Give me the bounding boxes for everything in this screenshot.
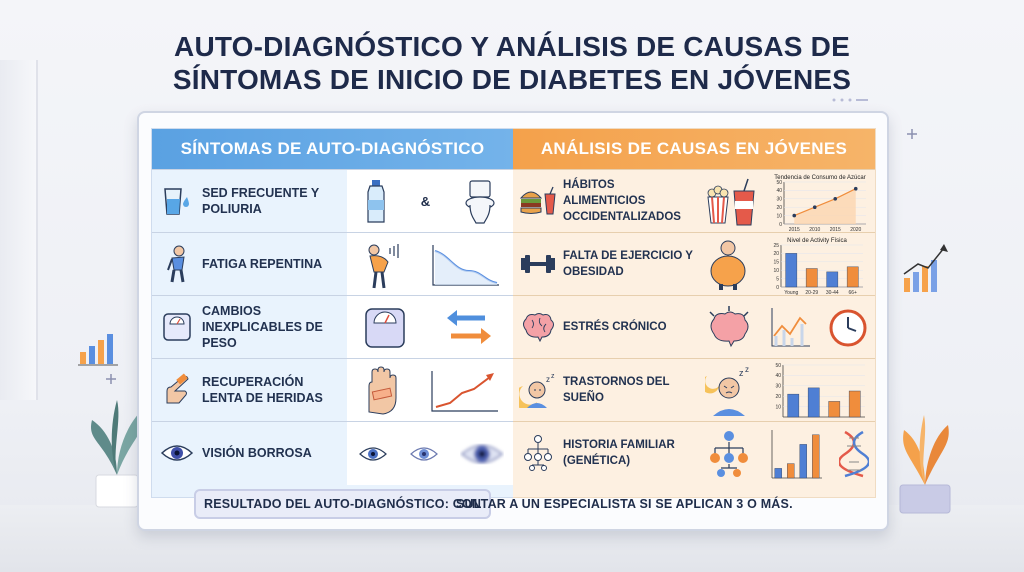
y-tick-label: 10 <box>773 267 779 274</box>
declining-line-chart <box>429 241 501 289</box>
symptom-label: CAMBIOS INEXPLICABLES DE PESO <box>202 304 323 350</box>
causes-panel <box>513 128 876 498</box>
symptoms-panel <box>151 128 513 498</box>
cause-label: HÁBITOS ALIMENTICIOS OCCIDENTALIZADOS <box>563 179 681 223</box>
symptom-label: RECUPERACIÓN LENTA DE HERIDAS <box>202 375 323 405</box>
toilet-icon <box>462 179 498 225</box>
bar <box>849 391 860 417</box>
bar <box>812 434 819 477</box>
symptom-visual <box>347 422 514 485</box>
eye-icon <box>409 444 439 464</box>
cause-row-sleep <box>513 358 875 421</box>
cause-visual <box>698 233 876 296</box>
family-bar-chart <box>766 426 826 482</box>
cause-row-stress <box>513 295 875 358</box>
bar <box>788 394 799 417</box>
data-point <box>813 205 817 209</box>
popcorn-soda-icon <box>704 177 758 227</box>
svg-text:z: z <box>551 373 555 380</box>
symptom-visual <box>347 170 514 233</box>
brain-icon <box>513 312 563 342</box>
blurred-eye-icon <box>460 439 504 469</box>
y-tick-label: 40 <box>776 187 782 194</box>
scale-icon <box>152 312 202 342</box>
decor-trend-chart-icon <box>900 240 960 296</box>
dna-icon <box>839 430 869 478</box>
cause-visual <box>698 359 876 422</box>
y-tick-label: 0 <box>779 221 782 228</box>
bar <box>808 387 819 416</box>
bandaged-hand-icon <box>361 366 401 416</box>
eye-icon <box>358 444 388 464</box>
symptom-row-thirst <box>152 169 513 232</box>
bar <box>787 463 794 477</box>
x-tick-label: 30-44 <box>825 289 839 295</box>
sleepless-person-icon <box>705 366 755 416</box>
overweight-person-icon <box>707 239 749 291</box>
title-line-2: SÍNTOMAS DE INICIO DE DIABETES EN JÓVENES <box>172 64 852 95</box>
y-tick-label: 10 <box>775 403 781 410</box>
water-bottle-icon <box>363 178 389 226</box>
decor-plus-icon <box>105 373 117 385</box>
page-title <box>0 30 1024 96</box>
sleepy-person-icon <box>513 372 563 408</box>
cause-row-family <box>513 421 875 484</box>
chart-title: Nivel de Activity Física <box>787 237 847 244</box>
data-point <box>854 186 858 190</box>
cause-label: TRASTORNOS DEL SUEÑO <box>563 376 670 404</box>
sleep-bar-chart <box>769 361 869 421</box>
stressed-brain-icon <box>706 306 752 350</box>
cause-row-exercise <box>513 232 875 295</box>
y-tick-label: 5 <box>776 275 779 282</box>
y-tick-label: 20 <box>776 204 782 211</box>
symptom-row-fatigue <box>152 232 513 295</box>
line-chart <box>768 306 812 350</box>
decor-plus-icon <box>906 128 918 140</box>
x-tick-label: Young <box>784 289 799 295</box>
x-tick-label: 2015 <box>788 226 800 232</box>
symptom-row-weight <box>152 295 513 358</box>
cause-label: HISTORIA FAMILIAR (GENÉTICA) <box>563 439 675 467</box>
background-window <box>0 60 38 400</box>
exhausted-person-icon <box>360 240 404 290</box>
symptom-visual <box>347 359 514 422</box>
y-tick-label: 50 <box>775 362 781 369</box>
swap-arrows-icon <box>441 308 497 348</box>
and-symbol: & <box>420 194 431 209</box>
data-point <box>833 197 837 201</box>
infographic-board <box>137 111 889 531</box>
y-tick-label: 15 <box>773 259 779 266</box>
y-tick-label: 20 <box>773 250 779 257</box>
activity-level-chart <box>767 235 867 295</box>
cause-visual <box>698 170 876 233</box>
cause-visual <box>698 296 876 359</box>
x-tick-label: 2010 <box>809 226 821 232</box>
x-tick-label: 2020 <box>850 226 862 232</box>
result-text-part2: SULTAR A UN ESPECIALISTA SI SE APLICAN 3 O MÁS. <box>456 497 793 511</box>
decor-bar-chart-icon <box>78 330 126 366</box>
cause-row-diet <box>513 169 875 232</box>
result-box <box>194 489 491 519</box>
bar <box>775 468 782 478</box>
bar <box>827 271 838 286</box>
x-tick-label: 66+ <box>848 289 857 295</box>
bar <box>800 444 807 478</box>
y-tick-label: 0 <box>776 284 779 291</box>
result-text-part1: RESULTADO DEL AUTO-DIAGNÓSTICO: CON <box>204 497 482 511</box>
y-tick-label: 40 <box>775 372 781 379</box>
y-tick-label: 50 <box>776 179 782 186</box>
svg-text:z: z <box>745 365 749 374</box>
sugar-consumption-chart <box>770 172 870 232</box>
symptom-label: FATIGA REPENTINA <box>202 257 323 271</box>
cause-label: FALTA DE EJERCICIO Y OBESIDAD <box>563 250 693 278</box>
eye-icon <box>152 442 202 464</box>
bar <box>847 266 858 286</box>
y-tick-label: 10 <box>776 212 782 219</box>
family-tree-icon <box>513 435 563 471</box>
family-tree-icon <box>705 430 753 478</box>
symptom-visual <box>347 233 514 296</box>
cause-visual <box>698 422 876 485</box>
chart-title: Tendencia de Consumo de Azúcar <box>774 174 866 181</box>
bar <box>829 401 840 417</box>
bar <box>806 268 817 286</box>
svg-text:z: z <box>546 375 550 384</box>
bar <box>786 253 797 287</box>
dumbbell-icon <box>513 253 563 275</box>
y-tick-label: 30 <box>775 383 781 390</box>
symptom-visual <box>347 296 514 359</box>
bandaged-finger-icon <box>152 373 202 407</box>
decor-dots-icon <box>830 95 870 105</box>
decor-plant-right-icon <box>890 405 960 515</box>
y-tick-label: 25 <box>773 242 779 249</box>
symptom-label: SED FRECUENTE Y POLIURIA <box>202 186 319 216</box>
symptoms-header: SÍNTOMAS DE AUTO-DIAGNÓSTICO <box>152 129 513 169</box>
x-tick-label: 2015 <box>829 226 841 232</box>
scale-icon <box>364 307 406 349</box>
x-tick-label: 20-29 <box>805 289 819 295</box>
area-fill <box>794 188 856 223</box>
symptom-label: VISIÓN BORROSA <box>202 446 312 460</box>
svg-text:z: z <box>739 367 744 378</box>
y-tick-label: 20 <box>775 393 781 400</box>
rising-line-chart <box>428 367 500 415</box>
title-line-1: AUTO-DIAGNÓSTICO Y ANÁLISIS DE CAUSAS DE <box>174 31 850 62</box>
tired-person-icon <box>152 244 202 284</box>
causes-header: ANÁLISIS DE CAUSAS EN JÓVENES <box>513 129 875 169</box>
clock-icon <box>828 308 868 348</box>
water-glass-icon <box>152 185 202 217</box>
symptom-row-healing <box>152 358 513 421</box>
cause-label: ESTRÉS CRÓNICO <box>563 321 667 333</box>
data-point <box>792 213 796 217</box>
symptom-row-vision <box>152 421 513 484</box>
y-tick-label: 30 <box>776 196 782 203</box>
burger-drink-icon <box>513 186 563 216</box>
